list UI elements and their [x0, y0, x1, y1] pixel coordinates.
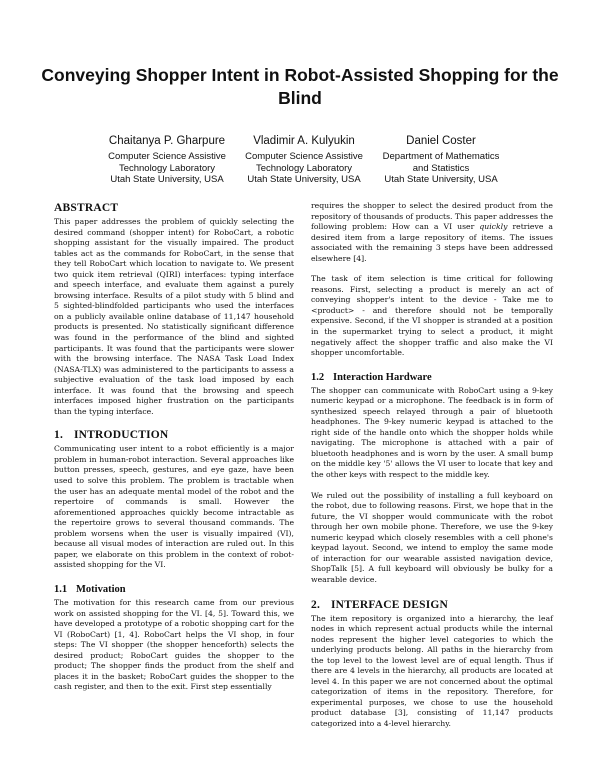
author-affiliation: Utah State University, USA	[110, 174, 224, 185]
author-name: Chaitanya P. Gharpure	[108, 135, 226, 147]
section-title: INTERFACE DESIGN	[331, 598, 449, 611]
paper-title: Conveying Shopper Intent in Robot-Assisted Shopping for the Blind	[41, 65, 559, 108]
section-heading-interaction-hardware	[311, 371, 553, 385]
section-number: 1.2	[311, 371, 325, 383]
hardware-text-2: We ruled out the possibility of installing a full keyboard on the robot, due to following reasons. First, we hope that in the future, the VI shopper would communicate with the robot through her own mobile phone. Therefore, we use the 9-key numeric keypad which closely resembles with a cell phone's keypad layout. Second, we intend to employ the same mode of interaction for our wearable assisted navigation device, ShopTalk [5]. A full keyboard will obviously be bulky for a wearable device.	[311, 490, 553, 584]
author-name: Daniel Coster	[406, 135, 476, 147]
author-name: Vladimir A. Kulyukin	[253, 135, 355, 147]
section-number: 1.	[54, 429, 64, 442]
section-number: 2.	[311, 598, 321, 611]
motivation-continued-text: requires the shopper to select the desired product from the repository of thousands of products. This paper addresses the following problem: How can a VI user quickly retrieve a desired item from a large repository of items. The issues associated with the remaining 3 steps have been addressed elsewhere [4].	[311, 201, 554, 263]
item-selection-text: The task of item selection is time critical for following reasons. First, selecting a product is merely an act of conveying shopper's intent to the device - Take me to <product> - and therefore should not be temporally expensive. Second, if the VI shopper is stranded at a position in the supermarket trying to select a product, it might negatively affect the shopper traffic and also make the VI shopper uncomfortable.	[311, 274, 553, 358]
author-affiliation: and Statistics	[412, 162, 470, 174]
section-title: Motivation	[76, 583, 126, 595]
motivation-text: The motivation for this research came from our previous work on assisted shopping for the VI. [4, 5]. Toward this, we have developed a prototype of a robotic shopping cart for the VI (RoboCart) [1, 4]. RoboCart helps the VI shop, in four steps: The VI shopper (the shopper henceforth) selects the desired product; RoboCart guides the shopper to the product; The shopper finds the product from the shelf and places it in the basket; RoboCart guides the shopper to the cash register, and then to the exit. First step essentially	[54, 597, 294, 692]
author-affiliation: Technology Laboratory	[118, 162, 216, 174]
section-heading-introduction	[54, 428, 294, 442]
author-block-3	[356, 133, 526, 186]
section-title: INTRODUCTION	[74, 429, 169, 442]
author-affiliation: Department of Mathematics	[382, 151, 500, 162]
introduction-text: Communicating user intent to a robot efficiently is a major problem in human-robot interaction. Several approaches like button presses, speech, gestures, and eye gaze, have been used to solve this problem. The problem is tractable when the user has an adequate mental model of the robot and the repertoire of commands is small. However the aforementioned approaches quickly become intractable as the repertoire grows to several thousand commands. The problem worsens when the user is visually impaired (VI), because all visual modes of interaction are ruled out. In this paper, we elaborate on this problem in the context of robot-assisted shopping for the VI.	[54, 444, 294, 570]
author-affiliation: Utah State University, USA	[247, 174, 361, 185]
interface-design-text: The item repository is organized into a hierarchy, the leaf nodes in which represent actual products while the internal nodes represent the higher level categories to which the underlying products belong. All paths in the hierarchy from the top level to the lowest level are of equal length. Thus if there are 4 levels in the hierarchy, all products are located at level 4. In this paper we are not concerned about the optimal categorization of items in the repository. Therefore, for experimental purposes, we chose to use the household product database [3], consisting of 11,147 products categorized into a 4-level hierarchy.	[311, 613, 553, 728]
section-heading-motivation	[54, 583, 294, 597]
author-affiliation: Computer Science Assistive	[245, 151, 363, 162]
emphasis-quickly: quickly	[479, 222, 508, 232]
left-column	[54, 201, 294, 693]
section-heading-interface-design	[311, 598, 553, 612]
abstract-text: This paper addresses the problem of quickly selecting the desired command (shopper intent) for RoboCart, a robotic shopping assistant for the visually impaired. The product tables act as the commands for RoboCart, in the sense that they tell RoboCart which location to navigate to. We present two quick item retrieval (QIRI) interfaces: typing interface and speech interface, and evaluate them against a purely browsing interface. Results of a pilot study with 5 blind and 5 sighted-blindfolded participants who used the interfaces on a publicly available online database of 11,147 household products is presented. No statistically significant difference was found in the performance of the blind and sighted participants. It was found that the participants were slower with the browsing interface. The NASA Task Load Index (NASA-TLX) was administered to the participants to assess a subjective evaluation of the task load imposed by each interface. It was found that the browsing and speech interfaces imposed higher frustration on the participants than the typing interface.	[54, 217, 294, 416]
hardware-text-1: The shopper can communicate with RoboCart using a 9-key numeric keypad or a microphone. The feedback is in form of synthesized speech relayed through a pair of bluetooth headphones. The 9-key numeric keypad is attached to the right side of the handle onto which the shopper holds while navigating. The microphone is attached with a pair of bluetooth headphones and is worn by the user. A small bump on the middle key '5' allows the VI user to locate that key and the other keys with respect to the middle key.	[311, 385, 553, 480]
author-affiliation: Computer Science Assistive	[108, 151, 226, 162]
abstract-heading: ABSTRACT	[54, 202, 119, 214]
section-title: Interaction Hardware	[333, 371, 432, 383]
author-affiliation: Technology Laboratory	[255, 162, 353, 174]
section-number: 1.1	[54, 583, 68, 595]
author-affiliation: Utah State University, USA	[384, 174, 498, 185]
right-column	[311, 201, 553, 730]
